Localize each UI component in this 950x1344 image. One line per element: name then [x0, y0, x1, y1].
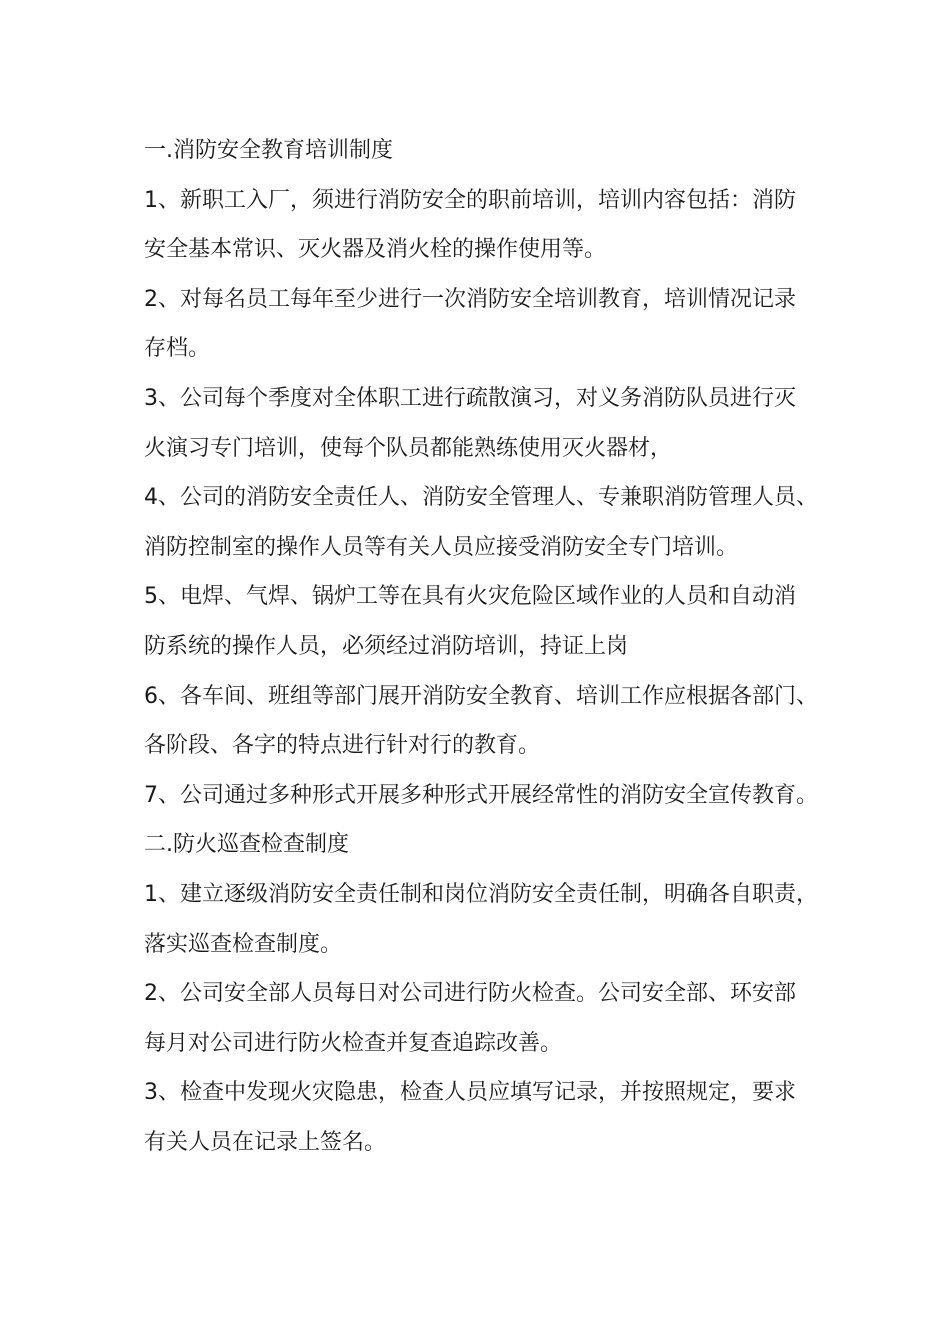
text-line: 3、公司每个季度对全体职工进行疏散演习，对义务消防队员进行灭 — [144, 385, 796, 411]
text-line: 4、公司的消防安全责任人、消防安全管理人、专兼职消防管理人员、 — [144, 485, 818, 511]
section-heading-training: 一.消防安全教育培训制度 — [144, 138, 393, 163]
text-line: 2、公司安全部人员每日对公司进行防火检查。公司安全部、环安部 — [144, 981, 796, 1007]
text-line: 落实巡查检查制度。 — [144, 931, 343, 957]
text-line: 6、各车间、班组等部门展开消防安全教育、培训工作应根据各部门、 — [144, 683, 818, 709]
document-body — [144, 126, 824, 1167]
text-line: 1、新职工入厂，须进行消防安全的职前培训，培训内容包括：消防 — [144, 187, 796, 213]
text-line: 存档。 — [144, 336, 211, 362]
text-line: 每月对公司进行防火检查并复查追踪改善。 — [144, 1030, 563, 1056]
text-line: 防系统的操作人员，必须经过消防培训，持证上岗 — [144, 633, 629, 659]
text-line: 安全基本常识、灭火器及消火栓的操作使用等。 — [144, 237, 607, 263]
text-line: 2、对每名员工每年至少进行一次消防安全培训教育，培训情况记录 — [144, 286, 796, 312]
text-line: 各阶段、各字的特点进行针对行的教育。 — [144, 733, 541, 759]
text-line: 5、电焊、气焊、锅炉工等在具有火灾危险区域作业的人员和自动消 — [144, 584, 796, 610]
text-line: 有关人员在记录上签名。 — [144, 1129, 387, 1155]
text-line: 消防控制室的操作人员等有关人员应接受消防安全专门培训。 — [144, 534, 739, 560]
text-line: 火演习专门培训，使每个队员都能熟练使用灭火器材， — [144, 435, 673, 461]
text-line: 1、建立逐级消防安全责任制和岗位消防安全责任制，明确各自职责， — [144, 881, 818, 907]
text-line: 7、公司通过多种形式开展多种形式开展经常性的消防安全宣传教育。 — [144, 782, 818, 808]
text-line: 3、检查中发现火灾隐患，检查人员应填写记录，并按照规定，要求 — [144, 1080, 796, 1106]
section-heading-inspection: 二.防火巡查检查制度 — [144, 832, 349, 858]
